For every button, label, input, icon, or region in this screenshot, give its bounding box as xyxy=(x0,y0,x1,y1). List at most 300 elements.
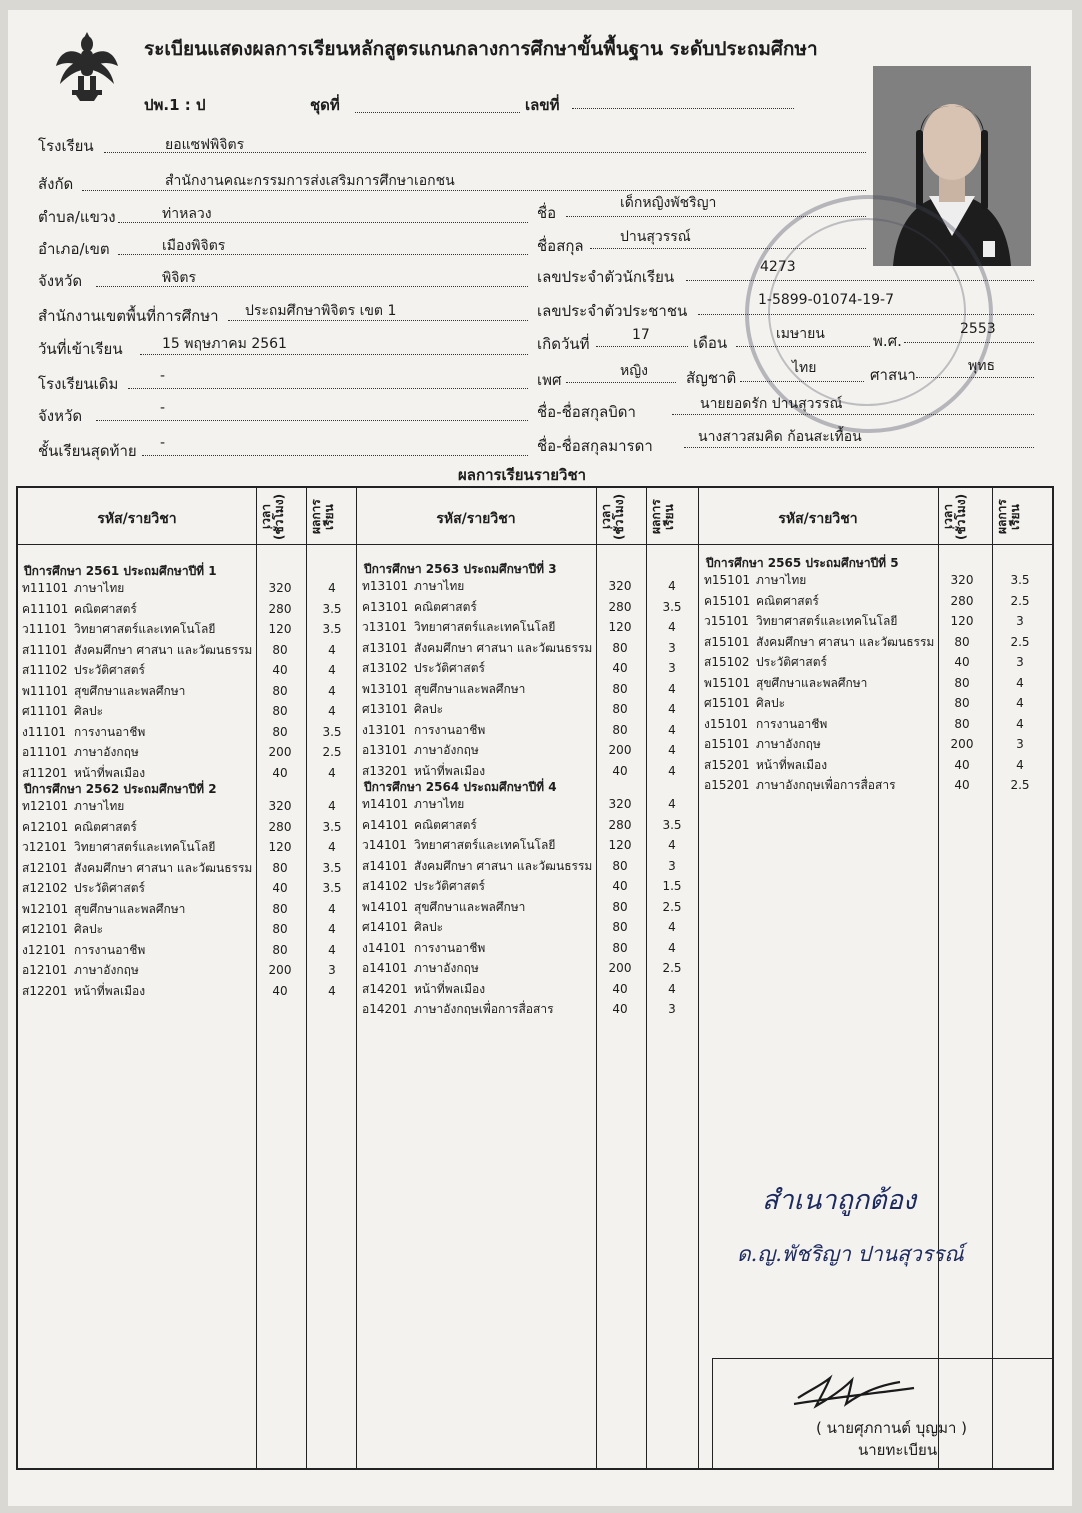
registrar-role: นายทะเบียน xyxy=(858,1441,938,1459)
nationality-value: ไทย xyxy=(792,360,817,376)
subject-grade: 3 xyxy=(1016,655,1024,669)
last-grade-line xyxy=(142,455,528,456)
subject-code: อ13101 xyxy=(362,743,408,757)
subject-code: ศ11101 xyxy=(22,704,68,718)
last-grade-value: - xyxy=(160,435,166,451)
subject-name: ประวัติศาสตร์ xyxy=(74,663,145,677)
subject-name: การงานอาชีพ xyxy=(74,724,146,739)
subject-hours: 40 xyxy=(272,663,288,677)
name-label: ชื่อ xyxy=(537,204,557,222)
subject-code: อ14201 xyxy=(362,1002,408,1016)
previous-school-label: โรงเรียนเดิม xyxy=(38,375,119,393)
subject-code: ง14101 xyxy=(362,940,407,955)
subject-code: ค11101 xyxy=(22,601,69,616)
subject-name: หน้าที่พลเมือง xyxy=(74,983,146,998)
subject-grade: 4 xyxy=(668,940,676,955)
enter-date-value: 15 พฤษภาคม 2561 xyxy=(162,336,287,352)
last-grade-label: ชั้นเรียนสุดท้าย xyxy=(38,442,137,460)
year-heading: ปีการศึกษา 2563 ประถมศึกษาปีที่ 3 xyxy=(364,562,557,576)
subject-hours: 40 xyxy=(612,763,628,778)
subject-grade: 3 xyxy=(1016,737,1024,751)
subject-code: ว12101 xyxy=(22,840,67,854)
birth-year-value: 2553 xyxy=(960,321,996,337)
subject-code: ส12201 xyxy=(22,983,68,998)
subject-grade: 4 xyxy=(668,702,676,716)
subject-grade: 4 xyxy=(668,743,676,757)
subject-hours: 80 xyxy=(954,716,970,731)
subject-grade: 4 xyxy=(328,901,336,916)
subject-code: ส13101 xyxy=(362,640,408,655)
subject-hours: 200 xyxy=(608,743,632,757)
subject-code: ส15201 xyxy=(704,757,750,772)
school-value: ยอแซฟพิจิตร xyxy=(165,137,245,153)
previous-school-value: - xyxy=(160,368,166,384)
subject-name: ภาษาอังกฤษ xyxy=(414,961,479,975)
subject-grade: 4 xyxy=(328,642,336,657)
school-label: โรงเรียน xyxy=(38,137,94,155)
form-code: ปพ.1 : ป xyxy=(144,96,206,114)
subject-hours: 80 xyxy=(954,675,970,690)
subject-code: ค15101 xyxy=(704,593,751,608)
surname-label: ชื่อสกุล xyxy=(537,237,584,255)
subject-grade: 4 xyxy=(328,983,336,998)
subject-code: ง12101 xyxy=(22,942,67,957)
subject-name: ภาษาอังกฤษ xyxy=(756,737,821,751)
col-divider xyxy=(938,488,939,1468)
birth-day-value: 17 xyxy=(632,327,650,343)
birth-day-label: เกิดวันที่ xyxy=(537,335,590,353)
subject-code: ท14101 xyxy=(362,797,409,811)
previous-province-label: จังหวัด xyxy=(38,407,83,425)
subject-hours: 200 xyxy=(950,737,974,751)
citizen-id-label: เลขประจำตัวประชาชน xyxy=(537,302,688,320)
subject-hours: 320 xyxy=(608,797,632,811)
subject-code: อ12101 xyxy=(22,963,68,977)
subject-code: พ11101 xyxy=(22,683,69,698)
subject-hours: 200 xyxy=(268,745,292,759)
citizen-id-value: 1-5899-01074-19-7 xyxy=(758,292,895,308)
subject-header-1: รหัส/รายวิชา xyxy=(97,511,177,527)
subject-name: การงานอาชีพ xyxy=(414,722,486,737)
subject-grade: 4 xyxy=(668,722,676,737)
set-line xyxy=(355,112,520,113)
father-value: นายยอดรัก ปานสุวรรณ์ xyxy=(700,396,843,412)
hours-header-2: เวลา (ชั่วโมง) xyxy=(599,493,626,541)
subject-name: ภาษาไทย xyxy=(74,799,125,813)
subject-name: สุขศึกษาและพลศึกษา xyxy=(414,899,526,914)
subject-grade: 4 xyxy=(328,683,336,698)
subject-grade: 4 xyxy=(328,840,336,854)
subject-hours: 40 xyxy=(272,881,288,895)
subject-name: ประวัติศาสตร์ xyxy=(756,655,827,669)
subject-grade: 3 xyxy=(668,640,676,655)
registrar-name: ( นายศุภกานต์ บุญมา ) xyxy=(816,1419,967,1437)
set-label: ชุดที่ xyxy=(310,96,340,114)
affiliation-label: สังกัด xyxy=(38,175,74,193)
signature-box-left xyxy=(712,1358,713,1468)
year-heading: ปีการศึกษา 2564 ประถมศึกษาปีที่ 4 xyxy=(364,780,557,794)
sex-label: เพศ xyxy=(537,371,562,389)
col-divider xyxy=(596,488,597,1468)
nationality-label: สัญชาติ xyxy=(686,369,737,387)
subject-name: วิทยาศาสตร์และเทคโนโลยี xyxy=(414,620,556,634)
subject-name: คณิตศาสตร์ xyxy=(74,601,137,616)
subject-name: ภาษาอังกฤษเพื่อการสื่อสาร xyxy=(414,1002,554,1016)
province-label: จังหวัด xyxy=(38,272,83,290)
subject-grade: 3 xyxy=(328,963,336,977)
subject-name: ภาษาอังกฤษเพื่อการสื่อสาร xyxy=(756,778,896,792)
subject-grade: 3 xyxy=(668,1002,676,1016)
grade-header-2: ผลการเรียน xyxy=(649,499,676,535)
subject-name: การงานอาชีพ xyxy=(74,942,146,957)
subject-hours: 40 xyxy=(272,983,288,998)
subject-code: อ11101 xyxy=(22,745,68,759)
subject-hours: 80 xyxy=(612,722,628,737)
subject-code: อ15201 xyxy=(704,778,750,792)
subject-code: ท13101 xyxy=(362,579,409,593)
birth-month-line xyxy=(736,346,870,347)
name-value: เด็กหญิงพัชริญา xyxy=(620,195,717,211)
grade-header-3: ผลการเรียน xyxy=(995,499,1022,535)
subject-grade: 4 xyxy=(328,765,336,780)
subject-name: สังคมศึกษา ศาสนา และวัฒนธรรม xyxy=(74,860,253,875)
document-title: ระเบียนแสดงผลการเรียนหลักสูตรแกนกลางการศึกษาขั้นพื้นฐาน ระดับประถมศึกษา xyxy=(144,38,818,60)
religion-value: พุทธ xyxy=(968,358,996,374)
subject-code: ส12102 xyxy=(22,881,68,895)
col-divider xyxy=(698,488,699,1468)
subject-grade: 4 xyxy=(668,763,676,778)
subject-name: วิทยาศาสตร์และเทคโนโลยี xyxy=(414,838,556,852)
enter-date-label: วันที่เข้าเรียน xyxy=(38,340,123,358)
subject-hours: 280 xyxy=(950,593,974,608)
religion-line xyxy=(916,377,1034,378)
subject-hours: 120 xyxy=(608,838,632,852)
name-line xyxy=(566,216,866,217)
subject-code: ส15102 xyxy=(704,655,750,669)
subject-grade: 4 xyxy=(668,920,676,934)
subject-name: คณิตศาสตร์ xyxy=(74,819,137,834)
year-heading: ปีการศึกษา 2565 ประถมศึกษาปีที่ 5 xyxy=(706,556,899,570)
subject-hours: 120 xyxy=(268,622,292,636)
subject-hours: 280 xyxy=(608,817,632,832)
subject-grade: 4 xyxy=(668,981,676,996)
subject-grade: 2.5 xyxy=(1010,634,1030,649)
previous-province-line xyxy=(96,420,528,421)
subject-code: ว11101 xyxy=(22,622,67,636)
surname-line xyxy=(590,248,866,249)
subject-code: ส14102 xyxy=(362,879,408,893)
subject-code: ส13102 xyxy=(362,661,408,675)
subject-grade: 3.5 xyxy=(322,819,342,834)
area-office-label: สำนักงานเขตพื้นที่การศึกษา xyxy=(38,307,219,325)
subject-name: ศิลปะ xyxy=(756,696,786,710)
garuda-emblem-icon xyxy=(54,30,120,102)
subject-grade: 4 xyxy=(668,579,676,593)
subject-grade: 4 xyxy=(668,681,676,696)
col-divider xyxy=(646,488,647,1468)
subject-code: พ14101 xyxy=(362,899,409,914)
subject-hours: 40 xyxy=(612,1002,628,1016)
subject-code: ศ12101 xyxy=(22,922,68,936)
subject-grade: 4 xyxy=(328,663,336,677)
subject-name: สุขศึกษาและพลศึกษา xyxy=(756,675,868,690)
subject-hours: 80 xyxy=(272,901,288,916)
subject-name: ศิลปะ xyxy=(74,704,104,718)
district-label: อำเภอ/เขต xyxy=(38,240,110,258)
subject-hours: 280 xyxy=(608,599,632,614)
subject-hours: 80 xyxy=(612,858,628,873)
subject-name: ภาษาอังกฤษ xyxy=(74,963,139,977)
subject-name: คณิตศาสตร์ xyxy=(414,817,477,832)
subject-hours: 40 xyxy=(954,778,970,792)
subject-name: หน้าที่พลเมือง xyxy=(74,765,146,780)
subject-name: วิทยาศาสตร์และเทคโนโลยี xyxy=(74,622,216,636)
subject-name: การงานอาชีพ xyxy=(756,716,828,731)
results-table xyxy=(16,486,1054,1470)
subject-name: ศิลปะ xyxy=(414,702,444,716)
subject-hours: 40 xyxy=(272,765,288,780)
subject-grade: 3.5 xyxy=(322,601,342,616)
subject-code: ส11201 xyxy=(22,765,68,780)
subject-hours: 320 xyxy=(950,573,974,587)
subject-hours: 40 xyxy=(612,879,628,893)
birth-year-label: พ.ศ. xyxy=(873,332,902,350)
subject-hours: 80 xyxy=(612,640,628,655)
citizen-id-line xyxy=(698,314,1034,315)
subject-name: ประวัติศาสตร์ xyxy=(74,881,145,895)
subject-name: สังคมศึกษา ศาสนา และวัฒนธรรม xyxy=(74,642,253,657)
subject-name: หน้าที่พลเมือง xyxy=(414,763,486,778)
subject-hours: 80 xyxy=(612,702,628,716)
signature-box-top xyxy=(712,1358,1052,1359)
province-value: พิจิตร xyxy=(162,270,197,286)
subject-grade: 4 xyxy=(328,942,336,957)
subject-hours: 120 xyxy=(268,840,292,854)
subject-hours: 80 xyxy=(272,683,288,698)
hours-header-3: เวลา (ชั่วโมง) xyxy=(941,493,968,541)
subject-header-2: รหัส/รายวิชา xyxy=(436,511,516,527)
subject-code: ส11102 xyxy=(22,663,68,677)
certify-handwriting: สำเนาถูกต้อง xyxy=(762,1185,917,1216)
subject-code: ง13101 xyxy=(362,722,407,737)
subject-hours: 80 xyxy=(272,724,288,739)
subject-hours: 200 xyxy=(268,963,292,977)
subject-grade: 2.5 xyxy=(662,961,682,975)
birth-month-value: เมษายน xyxy=(776,326,825,342)
subject-name: คณิตศาสตร์ xyxy=(756,593,819,608)
subject-code: ท15101 xyxy=(704,573,751,587)
subject-hours: 80 xyxy=(612,920,628,934)
certify-signer-handwriting: ด.ญ.พัชริญา ปานสุวรรณ์ xyxy=(737,1242,964,1266)
subject-code: ส12101 xyxy=(22,860,68,875)
subject-hours: 80 xyxy=(954,696,970,710)
subject-name: ภาษาไทย xyxy=(756,573,807,587)
subject-name: หน้าที่พลเมือง xyxy=(756,757,828,772)
subject-hours: 280 xyxy=(268,819,292,834)
subject-code: พ15101 xyxy=(704,675,751,690)
subject-name: การงานอาชีพ xyxy=(414,940,486,955)
religion-label: ศาสนา xyxy=(870,366,916,384)
subject-name: ประวัติศาสตร์ xyxy=(414,879,485,893)
subject-hours: 40 xyxy=(954,655,970,669)
affiliation-value: สำนักงานคณะกรรมการส่งเสริมการศึกษาเอกชน xyxy=(165,173,455,189)
subject-hours: 120 xyxy=(608,620,632,634)
subject-grade: 4 xyxy=(328,799,336,813)
subject-hours: 80 xyxy=(272,704,288,718)
previous-school-line xyxy=(128,388,528,389)
subject-code: ค13101 xyxy=(362,599,409,614)
province-line xyxy=(96,286,528,287)
sex-value: หญิง xyxy=(620,363,648,379)
subject-hours: 80 xyxy=(272,860,288,875)
subject-name: ภาษาไทย xyxy=(74,581,125,595)
subject-grade: 3 xyxy=(668,858,676,873)
student-id-value: 4273 xyxy=(760,259,796,275)
subject-code: ว13101 xyxy=(362,620,407,634)
nationality-line xyxy=(740,381,864,382)
subject-name: ภาษาอังกฤษ xyxy=(414,743,479,757)
district-value: เมืองพิจิตร xyxy=(162,238,226,254)
subject-grade: 3 xyxy=(668,661,676,675)
subject-name: ศิลปะ xyxy=(414,920,444,934)
subdistrict-label: ตำบล/แขวง xyxy=(38,208,116,226)
number-line xyxy=(572,108,794,109)
subject-grade: 4 xyxy=(328,581,336,595)
subject-code: ว14101 xyxy=(362,838,407,852)
subject-code: พ13101 xyxy=(362,681,409,696)
subject-hours: 40 xyxy=(612,981,628,996)
subject-code: ท11101 xyxy=(22,581,69,595)
subdistrict-value: ท่าหลวง xyxy=(162,206,212,222)
subject-grade: 4 xyxy=(1016,675,1024,690)
subject-grade: 4 xyxy=(328,922,336,936)
subject-code: ศ13101 xyxy=(362,702,408,716)
subject-name: ภาษาไทย xyxy=(414,579,465,593)
subject-grade: 2.5 xyxy=(322,745,342,759)
subject-name: วิทยาศาสตร์และเทคโนโลยี xyxy=(756,614,898,628)
subject-grade: 4 xyxy=(668,797,676,811)
grade-header-1: ผลการเรียน xyxy=(309,499,336,535)
subject-code: ท12101 xyxy=(22,799,69,813)
subject-grade: 2.5 xyxy=(1010,593,1030,608)
header-divider xyxy=(18,544,1052,545)
subject-name: สังคมศึกษา ศาสนา และวัฒนธรรม xyxy=(414,858,593,873)
subject-name: คณิตศาสตร์ xyxy=(414,599,477,614)
subject-name: สังคมศึกษา ศาสนา และวัฒนธรรม xyxy=(414,640,593,655)
col-divider xyxy=(306,488,307,1468)
area-office-value: ประถมศึกษาพิจิตร เขต 1 xyxy=(245,303,397,319)
mother-label: ชื่อ-ชื่อสกุลมารดา xyxy=(537,437,653,455)
subject-hours: 80 xyxy=(612,899,628,914)
subject-name: สุขศึกษาและพลศึกษา xyxy=(74,901,186,916)
surname-value: ปานสุวรรณ์ xyxy=(620,229,691,245)
subject-code: ส13201 xyxy=(362,763,408,778)
subject-header-3: รหัส/รายวิชา xyxy=(778,511,858,527)
subject-grade: 4 xyxy=(1016,757,1024,772)
birth-year-line xyxy=(904,342,1034,343)
birth-month-label: เดือน xyxy=(693,334,728,352)
subject-hours: 320 xyxy=(268,799,292,813)
subject-name: ประวัติศาสตร์ xyxy=(414,661,485,675)
subject-hours: 80 xyxy=(612,940,628,955)
sex-line xyxy=(566,382,676,383)
subject-grade: 4 xyxy=(668,838,676,852)
subject-code: อ15101 xyxy=(704,737,750,751)
subject-hours: 80 xyxy=(272,942,288,957)
father-label: ชื่อ-ชื่อสกุลบิดา xyxy=(537,403,636,421)
subject-code: ส11101 xyxy=(22,642,68,657)
subject-code: ค14101 xyxy=(362,817,409,832)
subject-hours: 40 xyxy=(612,661,628,675)
subject-name: หน้าที่พลเมือง xyxy=(414,981,486,996)
subject-hours: 120 xyxy=(950,614,974,628)
student-id-line xyxy=(686,280,1034,281)
subject-hours: 80 xyxy=(272,922,288,936)
subject-code: ง15101 xyxy=(704,716,749,731)
subject-grade: 2.5 xyxy=(1010,778,1030,792)
subject-grade: 3 xyxy=(1016,614,1024,628)
subject-grade: 4 xyxy=(668,620,676,634)
subject-name: สุขศึกษาและพลศึกษา xyxy=(74,683,186,698)
mother-value: นางสาวสมคิด ก้อนสะเทื้อน xyxy=(698,429,862,445)
subject-hours: 40 xyxy=(954,757,970,772)
subject-code: ส14201 xyxy=(362,981,408,996)
number-label: เลขที่ xyxy=(525,96,560,114)
subject-hours: 280 xyxy=(268,601,292,616)
subject-grade: 4 xyxy=(1016,696,1024,710)
previous-province-value: - xyxy=(160,400,166,416)
subject-code: อ14101 xyxy=(362,961,408,975)
subject-hours: 320 xyxy=(608,579,632,593)
subject-code: ค12101 xyxy=(22,819,69,834)
subject-name: ภาษาไทย xyxy=(414,797,465,811)
subject-hours: 80 xyxy=(272,642,288,657)
subject-code: ศ14101 xyxy=(362,920,408,934)
subject-hours: 80 xyxy=(612,681,628,696)
subject-code: ส14101 xyxy=(362,858,408,873)
subject-grade: 1.5 xyxy=(662,879,682,893)
subject-name: สังคมศึกษา ศาสนา และวัฒนธรรม xyxy=(756,634,935,649)
year-heading: ปีการศึกษา 2561 ประถมศึกษาปีที่ 1 xyxy=(24,564,217,578)
subject-grade: 3.5 xyxy=(1010,573,1030,587)
col-divider xyxy=(356,488,357,1468)
results-title: ผลการเรียนรายวิชา xyxy=(458,466,587,484)
subject-grade: 4 xyxy=(1016,716,1024,731)
subject-grade: 3.5 xyxy=(322,622,342,636)
subject-grade: 3.5 xyxy=(322,860,342,875)
subject-hours: 320 xyxy=(268,581,292,595)
subject-name: วิทยาศาสตร์และเทคโนโลยี xyxy=(74,840,216,854)
subject-code: ส15101 xyxy=(704,634,750,649)
subject-grade: 3.5 xyxy=(322,881,342,895)
subject-grade: 3.5 xyxy=(662,817,682,832)
subject-hours: 80 xyxy=(954,634,970,649)
subject-grade: 4 xyxy=(328,704,336,718)
subject-code: ศ15101 xyxy=(704,696,750,710)
subject-code: ง11101 xyxy=(22,724,67,739)
subject-grade: 3.5 xyxy=(662,599,682,614)
subject-grade: 2.5 xyxy=(662,899,682,914)
birth-day-line xyxy=(596,346,688,347)
subject-hours: 200 xyxy=(608,961,632,975)
registrar-signature-icon xyxy=(790,1368,920,1418)
hours-header-1: เวลา (ชั่วโมง) xyxy=(259,493,286,541)
subject-code: ว15101 xyxy=(704,614,749,628)
subject-name: สุขศึกษาและพลศึกษา xyxy=(414,681,526,696)
subject-grade: 3.5 xyxy=(322,724,342,739)
col-divider xyxy=(256,488,257,1468)
subject-name: ศิลปะ xyxy=(74,922,104,936)
